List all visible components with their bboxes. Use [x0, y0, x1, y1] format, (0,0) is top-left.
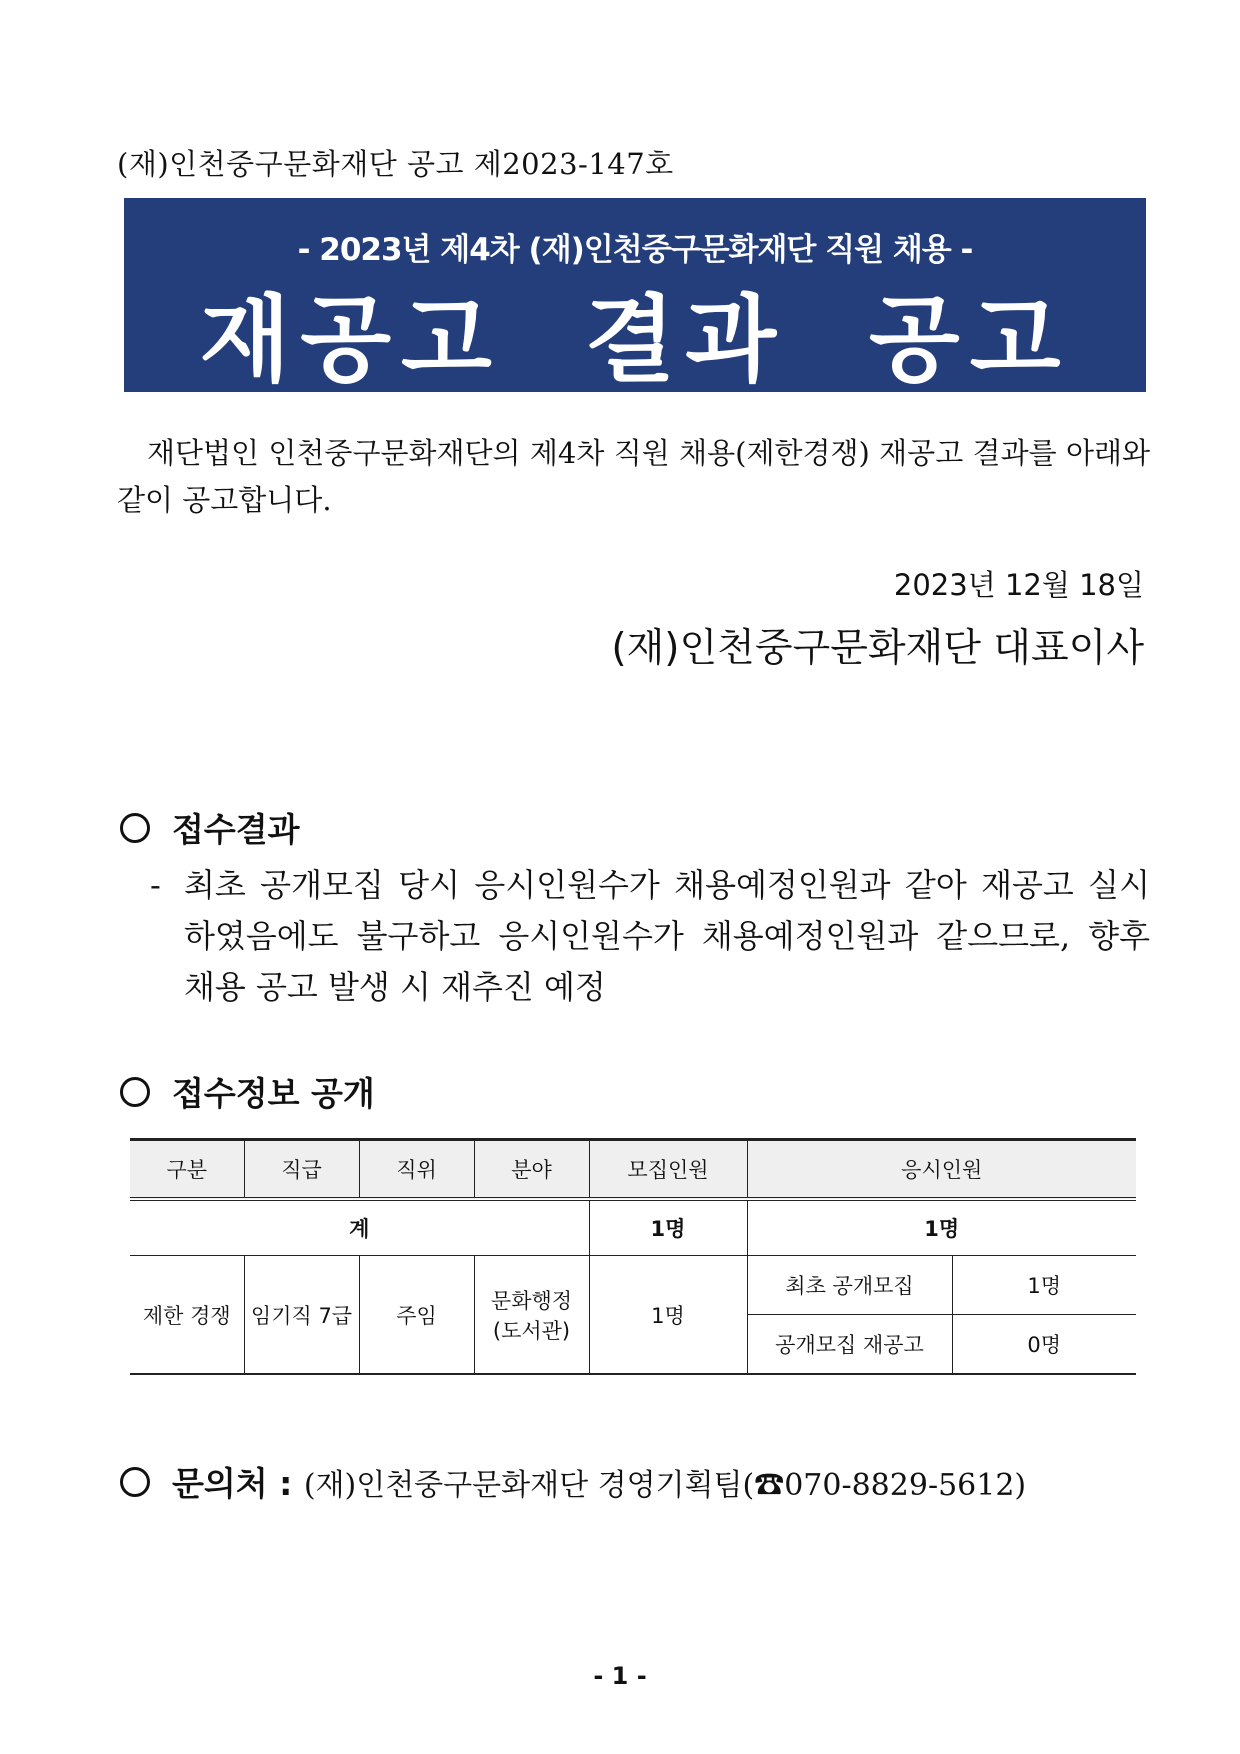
cell-category: 제한 경쟁 — [130, 1256, 244, 1375]
result-description — [150, 860, 1150, 1013]
banner-subtitle: - 2023년 제4차 (재)인천중구문화재단 직원 채용 - — [297, 232, 973, 268]
header-field: 분야 — [474, 1140, 589, 1200]
notice-number: (재)인천중구문화재단 공고 제2023-147호 — [117, 147, 674, 181]
cell-position: 주임 — [359, 1256, 474, 1375]
header-grade: 직급 — [244, 1140, 359, 1200]
title-banner — [124, 198, 1146, 395]
circle-bullet-icon — [120, 1077, 150, 1107]
total-label: 계 — [130, 1199, 589, 1256]
section-contact-label: 문의처 : — [172, 1464, 293, 1503]
table-header-row — [130, 1140, 1136, 1200]
header-applicants: 응시인원 — [747, 1140, 1136, 1200]
intro-paragraph — [117, 430, 1150, 524]
cell-applicant-count: 1명 — [952, 1256, 1136, 1315]
application-info-table — [130, 1138, 1136, 1375]
section-result-title — [120, 804, 300, 851]
section-contact — [120, 1458, 1026, 1505]
dash-bullet: - — [150, 866, 161, 904]
result-line: 하였음에도 불구하고 응시인원수가 채용예정인원과 같으므로, 향후 — [184, 917, 1150, 955]
circle-bullet-icon — [120, 1467, 150, 1497]
header-recruit: 모집인원 — [589, 1140, 747, 1200]
table-row — [130, 1256, 1136, 1315]
cell-applicant-label: 최초 공개모집 — [747, 1256, 952, 1315]
circle-bullet-icon — [120, 813, 150, 843]
total-recruit: 1명 — [589, 1199, 747, 1256]
cell-applicant-count: 0명 — [952, 1315, 1136, 1375]
header-position: 직위 — [359, 1140, 474, 1200]
section-result-label: 접수결과 — [172, 810, 300, 849]
section-info-title — [120, 1068, 375, 1115]
issuer-name: (재)인천중구문화재단 대표이사 — [611, 626, 1144, 671]
table-total-row — [130, 1199, 1136, 1256]
total-applicants: 1명 — [747, 1199, 1136, 1256]
cell-applicant-label: 공개모집 재공고 — [747, 1315, 952, 1375]
intro-text: 재단법인 인천중구문화재단의 제4차 직원 채용(제한경쟁) 재공고 결과를 아래와 같이 공고합니다. — [117, 436, 1150, 517]
page-number: - 1 - — [593, 1662, 647, 1690]
cell-recruit: 1명 — [589, 1256, 747, 1375]
section-info-label: 접수정보 공개 — [172, 1074, 375, 1113]
result-line: 채용 공고 발생 시 재추진 예정 — [184, 968, 606, 1006]
contact-info: (재)인천중구문화재단 경영기획팀(☎070-8829-5612) — [303, 1468, 1027, 1503]
notice-date: 2023년 12월 18일 — [893, 568, 1144, 602]
banner-title: 재공고 결과 공고 — [199, 286, 1071, 395]
header-category: 구분 — [130, 1140, 244, 1200]
result-line: - 최초 공개모집 당시 응시인원수가 채용예정인원과 같아 재공고 실시 — [150, 860, 1150, 911]
cell-field: 문화행정 (도서관) — [474, 1256, 589, 1375]
cell-grade: 임기직 7급 — [244, 1256, 359, 1375]
